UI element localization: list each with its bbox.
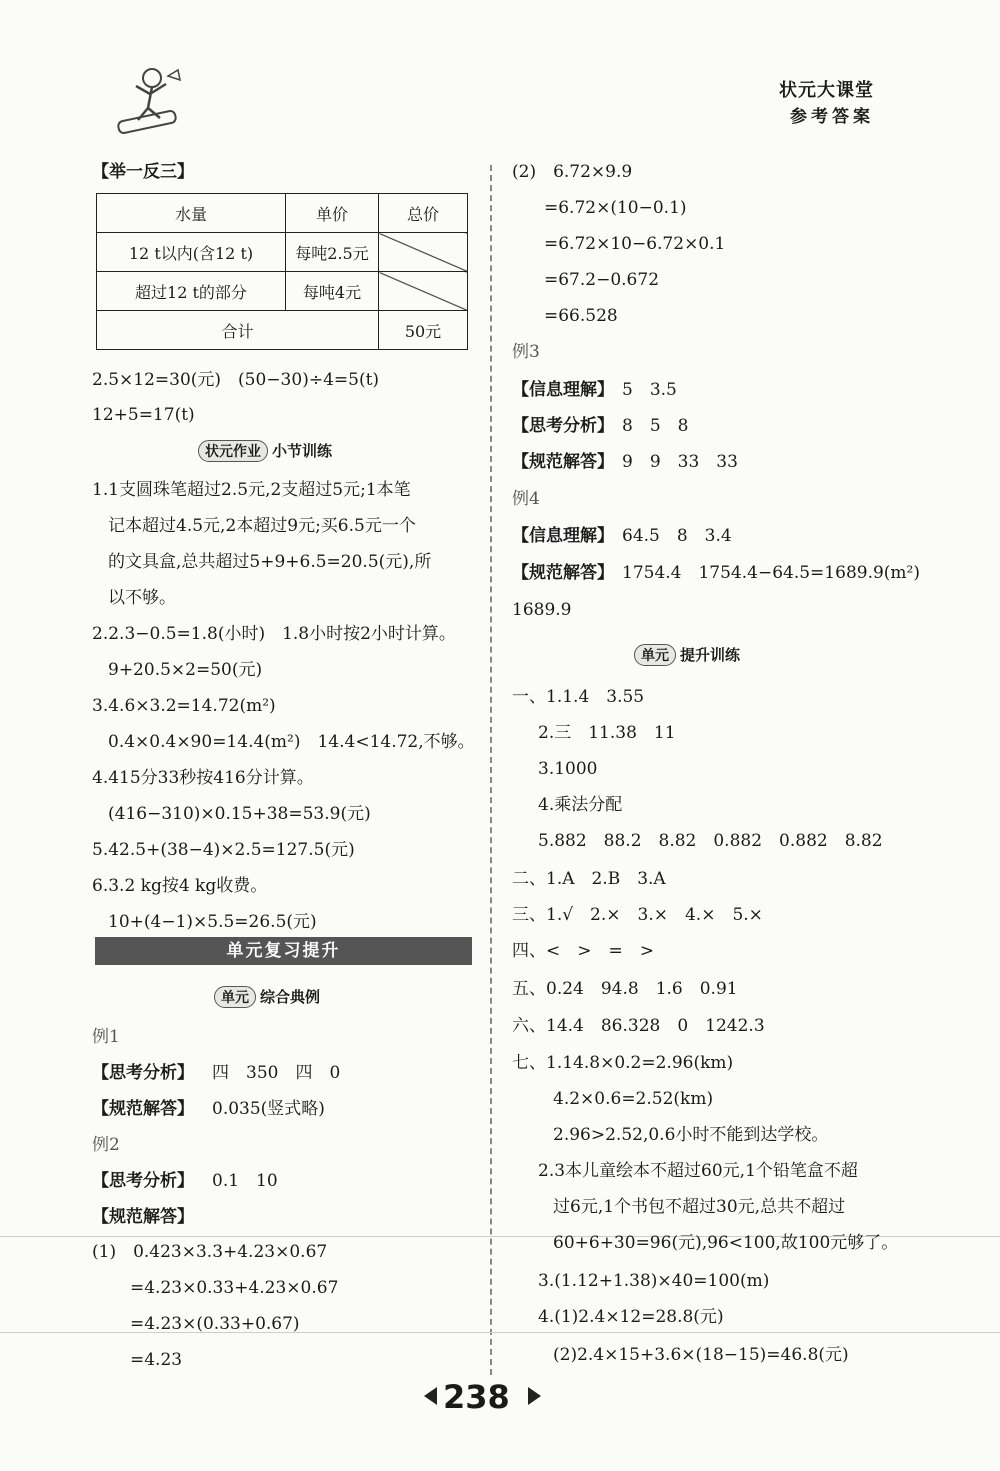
example-label: 例2 [92, 1135, 120, 1155]
answer-line: 以不够。 [108, 588, 176, 608]
answer-line: 4.乘法分配 [538, 795, 623, 815]
section-bar: 单元复习提升 [95, 937, 472, 965]
fee-table [96, 193, 468, 350]
answer-label: 【规范解答】 [92, 1207, 194, 1227]
answer-line: 二、1.A 2.B 3.A [512, 869, 666, 889]
section-label: 【举一反三】 [92, 162, 194, 182]
analysis-value: 0.1 10 [212, 1171, 278, 1191]
answer-line: 4.2×0.6=2.52(km) [553, 1089, 714, 1109]
answer-line: 4.415分33秒按416分计算。 [92, 768, 314, 788]
answer-line: 1.1支圆珠笔超过2.5元,2支超过5元;1本笔 [92, 480, 411, 500]
unit-badge: 单元 [634, 644, 676, 666]
example-label: 例3 [512, 342, 540, 362]
answer-line: (416−310)×0.15+38=53.9(元) [108, 804, 371, 824]
answer-line: 9+20.5×2=50(元) [108, 660, 263, 680]
answer-value: 1689.9 [512, 600, 572, 620]
header-brand: 状元大课堂 [779, 80, 874, 101]
examples-heading [214, 986, 320, 1008]
table-header: 总价 [379, 194, 468, 233]
solution-line: =66.528 [544, 306, 618, 326]
table-cell-empty [379, 233, 468, 272]
solution-line: =6.72×(10−0.1) [544, 198, 687, 218]
answer-value: 1754.4 1754.4−64.5=1689.9(m²) [622, 563, 920, 583]
solution-line: =4.23 [130, 1350, 183, 1370]
homework-title: 小节训练 [272, 442, 333, 460]
table-cell: 12 t以内(含12 t) [97, 233, 286, 272]
info-label: 【信息理解】 [512, 380, 614, 400]
table-cell-empty [379, 272, 468, 311]
page-number: 238 [443, 1378, 510, 1416]
answer-line: 记本超过4.5元,2本超过9元;买6.5元一个 [108, 516, 416, 536]
solution-line: (2) 6.72×9.9 [512, 162, 633, 182]
answer-line: 2.96>2.52,0.6小时不能到达学校。 [553, 1125, 829, 1145]
answer-line: (2)2.4×15+3.6×(18−15)=46.8(元) [553, 1345, 849, 1365]
answer-line: 2.3本儿童绘本不超过60元,1个铅笔盒不超 [538, 1161, 858, 1181]
answer-line: 5.882 88.2 8.82 0.882 0.882 8.82 [538, 831, 883, 851]
answer-label: 【规范解答】 [92, 1099, 194, 1119]
table-header: 水量 [97, 194, 286, 233]
answer-value: 9 9 33 33 [622, 452, 738, 472]
answer-line: 七、1.14.8×0.2=2.96(km) [512, 1053, 734, 1073]
answer-line: 3.1000 [538, 759, 598, 779]
answer-line: 五、0.24 94.8 1.6 0.91 [512, 979, 738, 999]
analysis-value: 四 350 四 0 [212, 1063, 341, 1083]
answer-line: 的文具盒,总共超过5+9+6.5=20.5(元),所 [108, 552, 432, 572]
analysis-label: 【思考分析】 [92, 1171, 194, 1191]
info-value: 64.5 8 3.4 [622, 526, 732, 546]
prev-arrow-icon [424, 1387, 437, 1405]
answer-line: 6.3.2 kg按4 kg收费。 [92, 876, 268, 896]
solution-line: (1) 0.423×3.3+4.23×0.67 [92, 1242, 328, 1262]
homework-badge: 状元作业 [198, 440, 268, 462]
table-cell: 合计 [97, 311, 379, 350]
answer-line: 四、< > = > [512, 941, 654, 961]
table-header: 单价 [286, 194, 379, 233]
answer-label: 【规范解答】 [512, 563, 614, 583]
next-arrow-icon [528, 1387, 541, 1405]
examples-badge: 单元 [214, 986, 256, 1008]
column-divider [490, 165, 492, 1375]
answer-line: 0.4×0.4×90=14.4(m²) 14.4<14.72,不够。 [108, 732, 475, 752]
homework-heading [198, 440, 332, 462]
answer-line: 过6元,1个书包不超过30元,总共不超过 [553, 1197, 846, 1217]
analysis-label: 【思考分析】 [92, 1063, 194, 1083]
answer-label: 【规范解答】 [512, 452, 614, 472]
example-label: 例4 [512, 489, 540, 509]
table-cell: 每吨2.5元 [286, 233, 379, 272]
answer-line: 3.4.6×3.2=14.72(m²) [92, 696, 276, 716]
calc-line: 2.5×12=30(元) (50−30)÷4=5(t) [92, 370, 380, 390]
info-value: 5 3.5 [622, 380, 677, 400]
solution-line: =6.72×10−6.72×0.1 [544, 234, 726, 254]
analysis-value: 8 5 8 [622, 416, 689, 436]
answer-line: 六、14.4 86.328 0 1242.3 [512, 1016, 765, 1036]
answer-line: 5.42.5+(38−4)×2.5=127.5(元) [92, 840, 355, 860]
answer-line: 10+(4−1)×5.5=26.5(元) [108, 912, 317, 932]
answer-line: 3.(1.12+1.38)×40=100(m) [538, 1271, 770, 1291]
answer-line: 4.(1)2.4×12=28.8(元) [538, 1307, 724, 1327]
scan-line [0, 1332, 1000, 1333]
analysis-label: 【思考分析】 [512, 416, 614, 436]
answer-line: 三、1.√ 2.× 3.× 4.× 5.× [512, 905, 763, 925]
answer-line: 2.三 11.38 11 [538, 723, 676, 743]
table-cell: 超过12 t的部分 [97, 272, 286, 311]
table-cell: 每吨4元 [286, 272, 379, 311]
solution-line: =4.23×0.33+4.23×0.67 [130, 1278, 339, 1298]
answer-line: 60+6+30=96(元),96<100,故100元够了。 [553, 1233, 899, 1253]
solution-line: =4.23×(0.33+0.67) [130, 1314, 300, 1334]
examples-title: 综合典例 [260, 988, 321, 1006]
unit-title: 提升训练 [680, 646, 741, 664]
mascot-logo [108, 64, 188, 136]
solution-line: =67.2−0.672 [544, 270, 660, 290]
answer-line: 一、1.1.4 3.55 [512, 687, 645, 707]
table-cell: 50元 [379, 311, 468, 350]
calc-line: 12+5=17(t) [92, 405, 195, 425]
answer-line: 2.2.3−0.5=1.8(小时) 1.8小时按2小时计算。 [92, 624, 456, 644]
info-label: 【信息理解】 [512, 526, 614, 546]
example-label: 例1 [92, 1027, 120, 1047]
answer-value: 0.035(竖式略) [212, 1099, 325, 1119]
unit-heading [634, 644, 740, 666]
header-subtitle: 参考答案 [790, 107, 874, 127]
